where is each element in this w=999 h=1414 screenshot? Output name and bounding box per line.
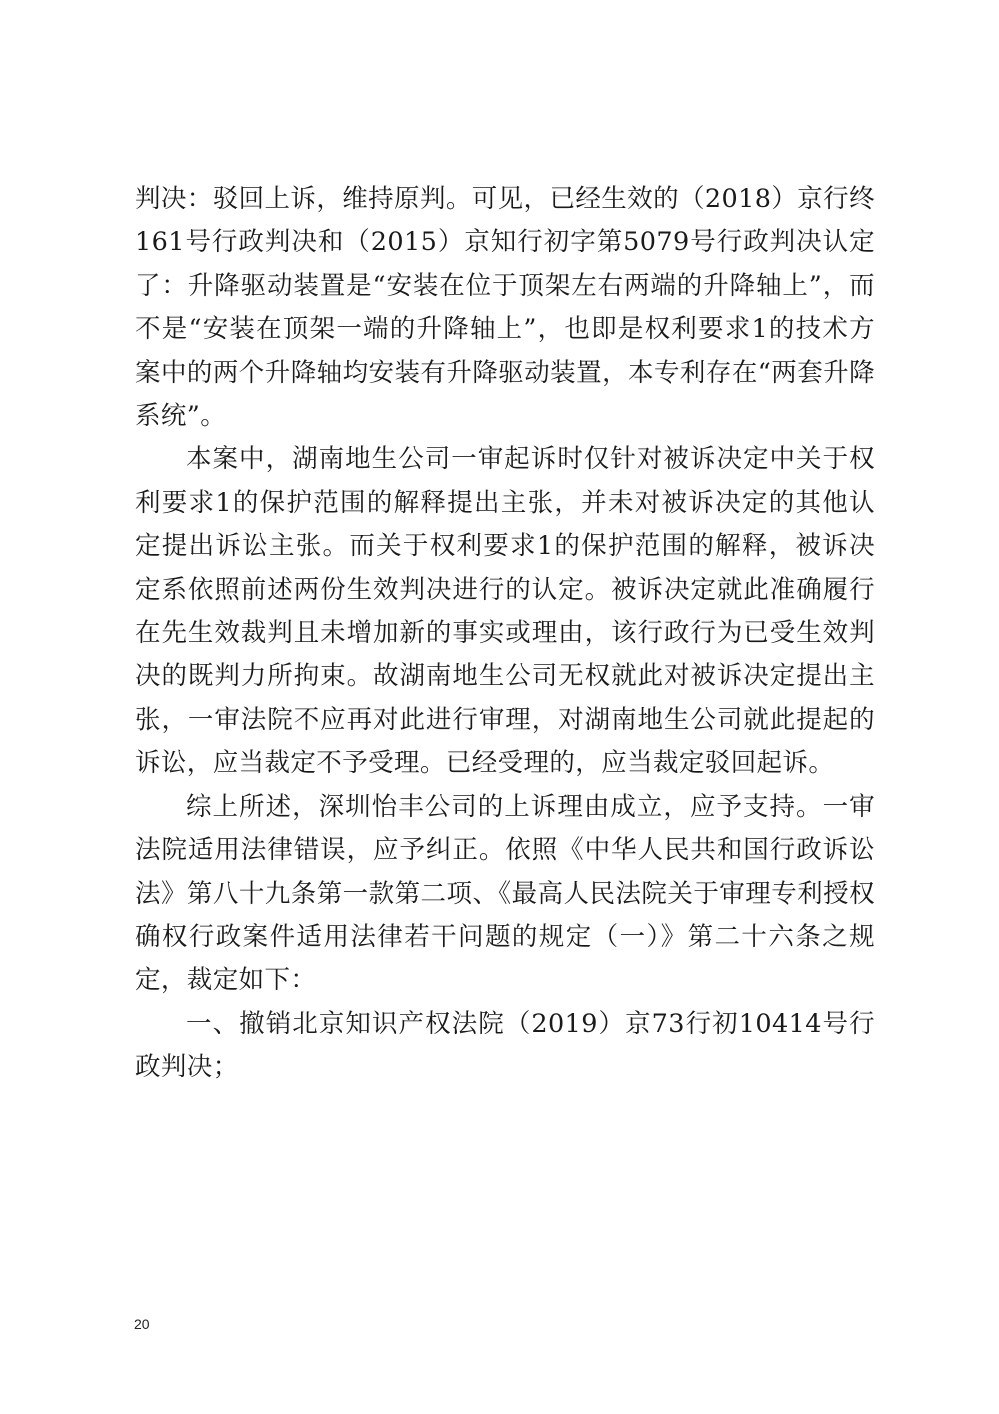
page-number: 20: [134, 1316, 150, 1332]
paragraph-conclusion: 综上所述，深圳怡丰公司的上诉理由成立，应予支持。一审法院适用法律错误，应予纠正。依照《中华人民共和国行政诉讼法》第八十九条第一款第二项、《最高人民法院关于审理专利授权确权行政案件适用法律若干问题的规定（一）》第二十六条之规定，裁定如下：: [135, 791, 875, 996]
paragraph-ruling-item-1: 一、撤销北京知识产权法院（2019）京73行初10414号行政判决；: [135, 1008, 875, 1083]
paragraph-case-analysis: 本案中，湖南地生公司一审起诉时仅针对被诉决定中关于权利要求1的保护范围的解释提出主张，并未对被诉决定的其他认定提出诉讼主张。而关于权利要求1的保护范围的解释，被诉决定系依照前述两份生效判决进行的认定。被诉决定就此准确履行在先生效裁判且未增加新的事实或理由，该行政行为已受生效判决的既判力所拘束。故湖南地生公司无权就此对被诉决定提出主张，一审法院不应再对此进行审理，对湖南地生公司就此提起的诉讼，应当裁定不予受理。已经受理的，应当裁定驳回起诉。: [135, 444, 875, 779]
document-body: [135, 178, 875, 1090]
paragraph-judgment-summary: 判决：驳回上诉，维持原判。可见，已经生效的（2018）京行终161号行政判决和（2015）京知行初字第5079号行政判决认定了：升降驱动装置是“安装在位于顶架左右两端的升降轴上”，而不是“安装在顶架一端的升降轴上”，也即是权利要求1的技术方案中的两个升降轴均安装有升降驱动装置，本专利存在“两套升降系统”。: [135, 184, 875, 432]
